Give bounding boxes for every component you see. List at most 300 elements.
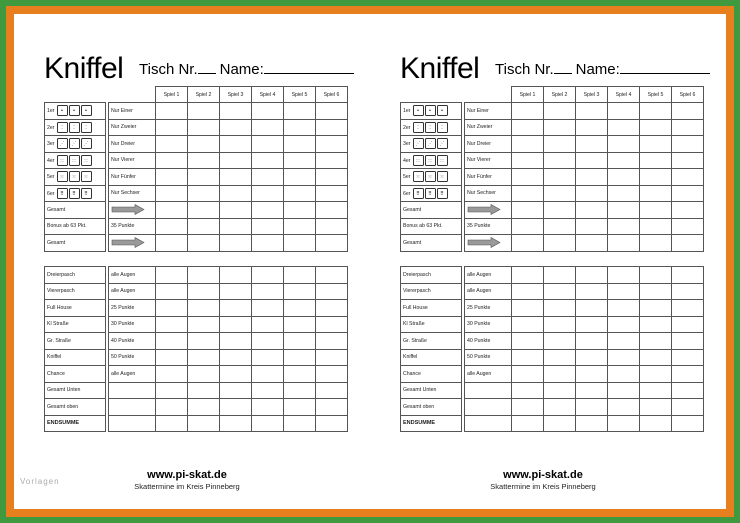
score-cell[interactable] <box>512 235 544 252</box>
category-label: 3er <box>47 141 55 148</box>
score-cell[interactable] <box>640 103 672 120</box>
arrow-right-icon <box>111 237 145 248</box>
upper-row <box>401 119 704 136</box>
score-cell[interactable] <box>220 202 252 219</box>
score-cell[interactable] <box>576 316 608 333</box>
score-cell[interactable] <box>576 366 608 383</box>
score-cell[interactable] <box>576 399 608 416</box>
arrow-right-icon <box>467 237 501 248</box>
score-cell[interactable] <box>220 267 252 284</box>
score-cell[interactable] <box>188 366 220 383</box>
score-cell[interactable] <box>316 333 348 350</box>
score-cell[interactable] <box>252 415 284 432</box>
score-cell[interactable] <box>576 283 608 300</box>
score-cell[interactable] <box>640 152 672 169</box>
score-cell[interactable] <box>220 283 252 300</box>
score-cell[interactable] <box>512 366 544 383</box>
score-cell[interactable] <box>156 399 188 416</box>
score-cell[interactable] <box>316 316 348 333</box>
total-label: Gesamt <box>401 202 462 219</box>
score-cell[interactable] <box>672 300 704 317</box>
score-cell[interactable] <box>316 399 348 416</box>
score-cell[interactable] <box>316 415 348 432</box>
category-label: 6er <box>403 190 411 197</box>
score-cell[interactable] <box>544 399 576 416</box>
score-cell[interactable] <box>284 382 316 399</box>
score-cell[interactable] <box>512 349 544 366</box>
category-cell <box>45 152 106 169</box>
score-cell[interactable] <box>316 267 348 284</box>
score-cell[interactable] <box>156 366 188 383</box>
score-cell[interactable] <box>188 267 220 284</box>
score-cell[interactable] <box>544 218 576 235</box>
dice-group <box>57 188 92 199</box>
score-cell[interactable] <box>512 415 544 432</box>
score-cell[interactable] <box>188 152 220 169</box>
score-cell[interactable] <box>188 103 220 120</box>
hint-cell <box>465 202 512 219</box>
score-cell[interactable] <box>156 415 188 432</box>
upper-row <box>45 152 348 169</box>
score-cell[interactable] <box>252 152 284 169</box>
tisch-blank[interactable] <box>198 61 216 74</box>
dice-group <box>57 171 92 182</box>
score-cell[interactable] <box>316 382 348 399</box>
score-cell[interactable] <box>576 202 608 219</box>
score-cell[interactable] <box>156 185 188 202</box>
dice-icon: • <box>437 105 448 116</box>
dice-icon: ⁙ <box>413 171 424 182</box>
score-cell[interactable] <box>188 415 220 432</box>
lower-row <box>401 399 704 416</box>
score-cell[interactable] <box>284 202 316 219</box>
category-label: Gesamt oben <box>45 399 106 416</box>
score-cell[interactable] <box>640 415 672 432</box>
footer-subtitle: Skattermine im Kreis Pinneberg <box>490 482 596 491</box>
score-cell[interactable] <box>672 119 704 136</box>
score-cell[interactable] <box>156 333 188 350</box>
score-cell[interactable] <box>188 218 220 235</box>
score-cell[interactable] <box>672 316 704 333</box>
score-cell[interactable] <box>188 333 220 350</box>
score-cell[interactable] <box>640 235 672 252</box>
score-cell[interactable] <box>156 382 188 399</box>
score-cell[interactable] <box>544 300 576 317</box>
score-cell[interactable] <box>640 283 672 300</box>
score-cell[interactable] <box>544 202 576 219</box>
score-cell[interactable] <box>252 136 284 153</box>
score-cell[interactable] <box>252 382 284 399</box>
score-cell[interactable] <box>544 415 576 432</box>
score-cell[interactable] <box>188 185 220 202</box>
score-cell[interactable] <box>640 119 672 136</box>
score-cell[interactable] <box>156 267 188 284</box>
score-cell[interactable] <box>512 399 544 416</box>
hint-cell: 30 Punkte <box>465 316 512 333</box>
upper-row <box>401 169 704 186</box>
score-cell[interactable] <box>608 415 640 432</box>
lower-section-table <box>400 266 704 432</box>
score-cell[interactable] <box>316 300 348 317</box>
score-cell[interactable] <box>188 169 220 186</box>
score-cell[interactable] <box>640 316 672 333</box>
hint-cell <box>465 415 512 432</box>
score-cell[interactable] <box>544 103 576 120</box>
score-cell[interactable] <box>576 235 608 252</box>
table-number-line <box>495 61 710 78</box>
score-cell[interactable] <box>640 185 672 202</box>
score-cell[interactable] <box>220 300 252 317</box>
score-cell[interactable] <box>544 152 576 169</box>
score-cell[interactable] <box>576 136 608 153</box>
score-cell[interactable] <box>284 119 316 136</box>
score-cell[interactable] <box>576 152 608 169</box>
score-cell[interactable] <box>316 169 348 186</box>
score-cell[interactable] <box>544 235 576 252</box>
lower-row <box>401 382 704 399</box>
score-cell[interactable] <box>220 136 252 153</box>
name-blank[interactable] <box>264 61 354 74</box>
score-cell[interactable] <box>512 119 544 136</box>
tisch-blank[interactable] <box>554 61 572 74</box>
score-cell[interactable] <box>608 119 640 136</box>
score-cell[interactable] <box>220 366 252 383</box>
lower-row <box>45 399 348 416</box>
dice-icon: ⁙ <box>69 171 80 182</box>
dice-icon: ⠿ <box>57 188 68 199</box>
hint-cell: Nur Sechser <box>465 185 512 202</box>
score-cell[interactable] <box>544 333 576 350</box>
footer-url[interactable]: www.pi-skat.de <box>147 469 227 481</box>
score-cell[interactable] <box>640 218 672 235</box>
score-cell[interactable] <box>576 267 608 284</box>
score-cell[interactable] <box>316 136 348 153</box>
score-cell[interactable] <box>252 399 284 416</box>
score-cell[interactable] <box>512 283 544 300</box>
score-cell[interactable] <box>220 152 252 169</box>
score-cell[interactable] <box>608 333 640 350</box>
score-cell[interactable] <box>188 399 220 416</box>
score-cell[interactable] <box>512 103 544 120</box>
hint-cell: Nur Vierer <box>109 152 156 169</box>
score-cell[interactable] <box>512 185 544 202</box>
score-cell[interactable] <box>672 202 704 219</box>
score-cell[interactable] <box>316 152 348 169</box>
score-cell[interactable] <box>220 218 252 235</box>
score-cell[interactable] <box>156 136 188 153</box>
score-cell[interactable] <box>284 300 316 317</box>
score-cell[interactable] <box>188 136 220 153</box>
score-cell[interactable] <box>640 202 672 219</box>
score-cell[interactable] <box>576 119 608 136</box>
category-label: Kniffel <box>45 349 106 366</box>
score-cell[interactable] <box>608 399 640 416</box>
score-cell[interactable] <box>512 152 544 169</box>
score-cell[interactable] <box>672 218 704 235</box>
score-cell[interactable] <box>284 316 316 333</box>
score-cell[interactable] <box>544 119 576 136</box>
lower-row <box>45 415 348 432</box>
score-cell[interactable] <box>672 136 704 153</box>
dice-icon: ⋰ <box>81 138 92 149</box>
score-cell[interactable] <box>252 349 284 366</box>
score-cell[interactable] <box>220 316 252 333</box>
score-cell[interactable] <box>608 283 640 300</box>
score-cell[interactable] <box>576 333 608 350</box>
score-cell[interactable] <box>512 300 544 317</box>
score-cell[interactable] <box>220 333 252 350</box>
score-cell[interactable] <box>672 399 704 416</box>
score-cell[interactable] <box>188 283 220 300</box>
score-cell[interactable] <box>576 169 608 186</box>
score-cell[interactable] <box>512 202 544 219</box>
score-cell[interactable] <box>252 103 284 120</box>
dice-icon: • <box>413 105 424 116</box>
score-cell[interactable] <box>252 283 284 300</box>
score-cell[interactable] <box>576 103 608 120</box>
score-cell[interactable] <box>544 169 576 186</box>
upper-row <box>401 103 704 120</box>
score-cell[interactable] <box>576 349 608 366</box>
category-label: 5er <box>47 174 55 181</box>
score-cell[interactable] <box>608 103 640 120</box>
score-cell[interactable] <box>576 415 608 432</box>
score-cell[interactable] <box>512 267 544 284</box>
table-number-line <box>139 61 354 78</box>
score-cell[interactable] <box>672 333 704 350</box>
game-header: Spiel 4 <box>252 87 284 103</box>
score-cell[interactable] <box>252 316 284 333</box>
score-cell[interactable] <box>512 169 544 186</box>
dice-icon: ⁚ <box>413 122 424 133</box>
score-cell[interactable] <box>608 169 640 186</box>
score-cell[interactable] <box>220 119 252 136</box>
score-cell[interactable] <box>220 235 252 252</box>
score-cell[interactable] <box>156 235 188 252</box>
score-cell[interactable] <box>640 333 672 350</box>
score-cell[interactable] <box>316 119 348 136</box>
dice-group <box>57 155 92 166</box>
score-cell[interactable] <box>640 366 672 383</box>
category-label: Dreierpasch <box>45 267 106 284</box>
dice-icon: ∷ <box>437 155 448 166</box>
category-label: Viererpasch <box>401 283 462 300</box>
score-cell[interactable] <box>544 136 576 153</box>
score-cell[interactable] <box>608 316 640 333</box>
score-cell[interactable] <box>252 169 284 186</box>
score-cell[interactable] <box>608 349 640 366</box>
score-cell[interactable] <box>316 218 348 235</box>
score-cell[interactable] <box>252 185 284 202</box>
score-cell[interactable] <box>220 103 252 120</box>
score-cell[interactable] <box>156 103 188 120</box>
score-cell[interactable] <box>512 136 544 153</box>
score-cell[interactable] <box>640 300 672 317</box>
score-cell[interactable] <box>316 235 348 252</box>
hint-cell <box>109 382 156 399</box>
score-cell[interactable] <box>252 300 284 317</box>
footer-url[interactable]: www.pi-skat.de <box>503 469 583 481</box>
score-cell[interactable] <box>512 218 544 235</box>
score-cell[interactable] <box>316 349 348 366</box>
score-cell[interactable] <box>252 333 284 350</box>
dice-group <box>413 188 448 199</box>
score-cell[interactable] <box>640 169 672 186</box>
lower-row <box>45 267 348 284</box>
score-cell[interactable] <box>608 185 640 202</box>
score-cell[interactable] <box>316 185 348 202</box>
score-cell[interactable] <box>156 300 188 317</box>
total-label: Bonus ab 63 Pkt. <box>401 218 462 235</box>
score-cell[interactable] <box>252 218 284 235</box>
category-label: ENDSUMME <box>401 415 462 432</box>
upper-total-row <box>401 202 704 219</box>
score-cell[interactable] <box>672 103 704 120</box>
dice-icon: ∷ <box>413 155 424 166</box>
score-cell[interactable] <box>156 202 188 219</box>
lower-row <box>45 366 348 383</box>
score-cell[interactable] <box>512 316 544 333</box>
score-cell[interactable] <box>576 382 608 399</box>
score-cell[interactable] <box>672 349 704 366</box>
hint-cell: Nur Fünfer <box>465 169 512 186</box>
score-cell[interactable] <box>156 152 188 169</box>
category-label: 5er <box>403 174 411 181</box>
score-cell[interactable] <box>608 202 640 219</box>
score-cell[interactable] <box>640 399 672 416</box>
score-cell[interactable] <box>252 202 284 219</box>
score-cell[interactable] <box>284 283 316 300</box>
score-cell[interactable] <box>220 415 252 432</box>
score-cell[interactable] <box>284 235 316 252</box>
dice-icon: ⁚ <box>437 122 448 133</box>
score-cell[interactable] <box>672 235 704 252</box>
score-cell[interactable] <box>284 152 316 169</box>
footer <box>87 469 287 491</box>
score-cell[interactable] <box>284 136 316 153</box>
score-cell[interactable] <box>576 300 608 317</box>
score-cell[interactable] <box>640 349 672 366</box>
score-cell[interactable] <box>544 185 576 202</box>
score-cell[interactable] <box>672 382 704 399</box>
score-cell[interactable] <box>188 349 220 366</box>
score-cell[interactable] <box>316 283 348 300</box>
score-cell[interactable] <box>672 169 704 186</box>
score-cell[interactable] <box>284 185 316 202</box>
score-cell[interactable] <box>576 185 608 202</box>
score-cell[interactable] <box>544 316 576 333</box>
score-cell[interactable] <box>608 235 640 252</box>
dice-icon: • <box>57 105 68 116</box>
dice-icon: ⠿ <box>81 188 92 199</box>
score-cell[interactable] <box>188 202 220 219</box>
score-cell[interactable] <box>220 169 252 186</box>
name-label: Name: <box>219 61 264 78</box>
score-cell[interactable] <box>640 136 672 153</box>
score-cell[interactable] <box>640 267 672 284</box>
score-cell[interactable] <box>672 366 704 383</box>
score-cell[interactable] <box>252 119 284 136</box>
category-label: Kniffel <box>401 349 462 366</box>
score-cell[interactable] <box>608 382 640 399</box>
score-cell[interactable] <box>188 235 220 252</box>
score-cell[interactable] <box>252 366 284 383</box>
category-cell <box>45 169 106 186</box>
score-cell[interactable] <box>156 316 188 333</box>
score-cell[interactable] <box>544 283 576 300</box>
dice-group <box>57 122 92 133</box>
score-cell[interactable] <box>544 349 576 366</box>
score-cell[interactable] <box>316 366 348 383</box>
hint-text: 35 Punkte <box>467 223 491 230</box>
score-cell[interactable] <box>284 333 316 350</box>
score-cell[interactable] <box>284 267 316 284</box>
score-cell[interactable] <box>284 218 316 235</box>
score-cell[interactable] <box>220 349 252 366</box>
score-cell[interactable] <box>672 283 704 300</box>
game-header: Spiel 5 <box>640 87 672 103</box>
score-cell[interactable] <box>576 218 608 235</box>
score-cell[interactable] <box>512 333 544 350</box>
score-cell[interactable] <box>156 119 188 136</box>
score-cell[interactable] <box>316 202 348 219</box>
score-cell[interactable] <box>608 300 640 317</box>
score-cell[interactable] <box>608 366 640 383</box>
score-cell[interactable] <box>284 169 316 186</box>
score-cell[interactable] <box>252 267 284 284</box>
score-cell[interactable] <box>512 382 544 399</box>
score-cell[interactable] <box>608 136 640 153</box>
score-cell[interactable] <box>188 382 220 399</box>
score-cell[interactable] <box>608 218 640 235</box>
score-cell[interactable] <box>544 366 576 383</box>
score-cell[interactable] <box>252 235 284 252</box>
name-blank[interactable] <box>620 61 710 74</box>
score-cell[interactable] <box>188 119 220 136</box>
score-cell[interactable] <box>156 283 188 300</box>
footer <box>443 469 643 491</box>
score-cell[interactable] <box>220 399 252 416</box>
score-cell[interactable] <box>220 185 252 202</box>
hint-cell: Nur Vierer <box>465 152 512 169</box>
upper-row <box>45 136 348 153</box>
score-cell[interactable] <box>156 218 188 235</box>
score-cell[interactable] <box>608 152 640 169</box>
score-cell[interactable] <box>672 152 704 169</box>
score-cell[interactable] <box>316 103 348 120</box>
score-cell[interactable] <box>188 300 220 317</box>
category-label: 4er <box>403 157 411 164</box>
score-cell[interactable] <box>284 103 316 120</box>
score-cell[interactable] <box>672 415 704 432</box>
score-cell[interactable] <box>284 349 316 366</box>
dice-icon: • <box>81 105 92 116</box>
score-cell[interactable] <box>188 316 220 333</box>
score-cell[interactable] <box>284 399 316 416</box>
score-cell[interactable] <box>156 169 188 186</box>
score-cell[interactable] <box>608 267 640 284</box>
score-cell[interactable] <box>220 382 252 399</box>
score-cell[interactable] <box>284 415 316 432</box>
score-cell[interactable] <box>544 267 576 284</box>
score-cell[interactable] <box>544 382 576 399</box>
score-cell[interactable] <box>672 185 704 202</box>
score-cell[interactable] <box>640 382 672 399</box>
score-cell[interactable] <box>156 349 188 366</box>
score-cell[interactable] <box>284 366 316 383</box>
hint-cell <box>109 218 156 235</box>
score-cell[interactable] <box>672 267 704 284</box>
